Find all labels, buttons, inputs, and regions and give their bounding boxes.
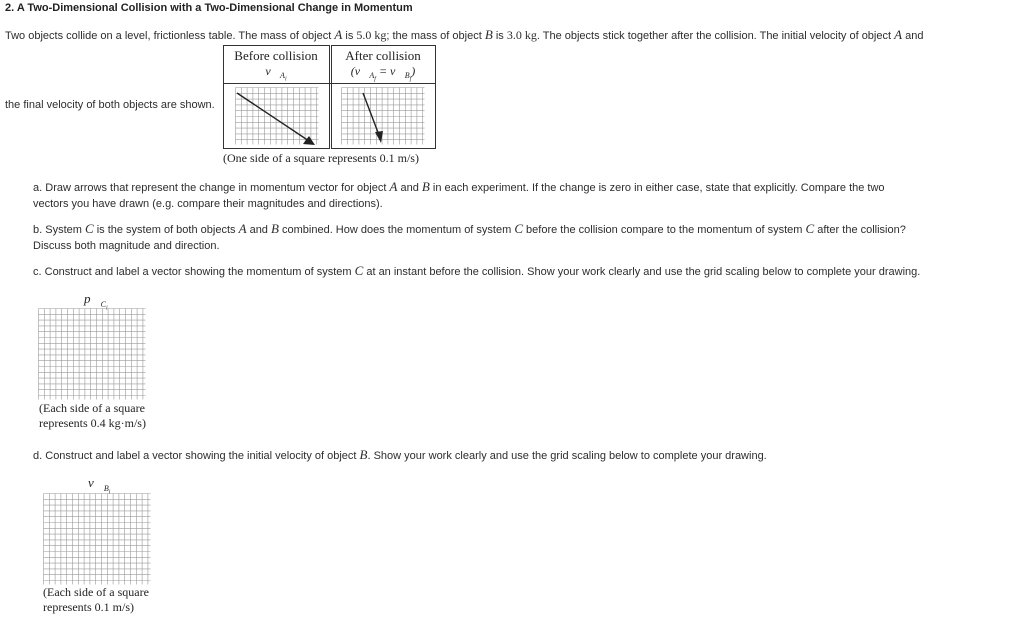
grid-d-caption: (Each side of a square represents 0.1 m/s) xyxy=(43,585,149,614)
question-a: a. Draw arrows that represent the change in momentum vector for object A and B in each experiment. If the change is zero in either case, state that explicitly. Compare the two vectors you have drawn (e.g. compare their magnitudes and directions). xyxy=(33,179,885,210)
question-c: c. Construct and label a vector showing the momentum of system C at an instant before the collision. Show your work clearly and use the grid scaling below to complete your drawing. xyxy=(33,263,921,278)
velocity-b-label: $v⃗_{B_i}$ xyxy=(88,475,111,496)
before-velocity-label: $v⃗_{A_i}$ xyxy=(265,64,287,83)
mass-b: 3.0 kg xyxy=(506,28,537,42)
momentum-grid-c[interactable] xyxy=(38,308,146,400)
before-grid xyxy=(235,87,319,145)
intro-line-2: the final velocity of both objects are shown. xyxy=(5,99,215,111)
mass-a: 5.0 kg xyxy=(356,28,387,42)
after-velocity-label: ($v⃗_{A_f}$ = $v⃗_{B_f}$) xyxy=(350,64,416,83)
question-b: b. System C is the system of both objects A and B combined. How does the momentum of system C before the collision compare to the momentum of system C after the collision? Discuss both magnitude and direction. xyxy=(33,221,906,252)
figure1-caption: (One side of a square represents 0.1 m/s) xyxy=(223,151,419,165)
arrowhead-icon xyxy=(303,136,315,145)
problem-title: 2. A Two-Dimensional Collision with a Two-Dimensional Change in Momentum xyxy=(5,2,413,14)
velocity-grid-d[interactable] xyxy=(43,493,151,585)
header-divider xyxy=(223,83,435,84)
after-grid xyxy=(341,87,425,145)
grid-c-caption: (Each side of a square represents 0.4 kg·m/s) xyxy=(39,401,146,430)
momentum-c-label: $p⃗_{C_i}$ xyxy=(84,291,108,312)
after-collision-header: After collision xyxy=(345,48,421,63)
before-collision-header: Before collision xyxy=(234,48,318,63)
question-d: d. Construct and label a vector showing the initial velocity of object B. Show your work clearly and use the grid scaling below to complete your drawing. xyxy=(33,447,767,462)
collision-figure xyxy=(223,45,435,149)
intro-paragraph: Two objects collide on a level, frictionless table. The mass of object A is 5.0 kg; the mass of object B is 3.0 kg. The objects stick together after the collision. The initial velocity of object A and xyxy=(5,27,924,42)
